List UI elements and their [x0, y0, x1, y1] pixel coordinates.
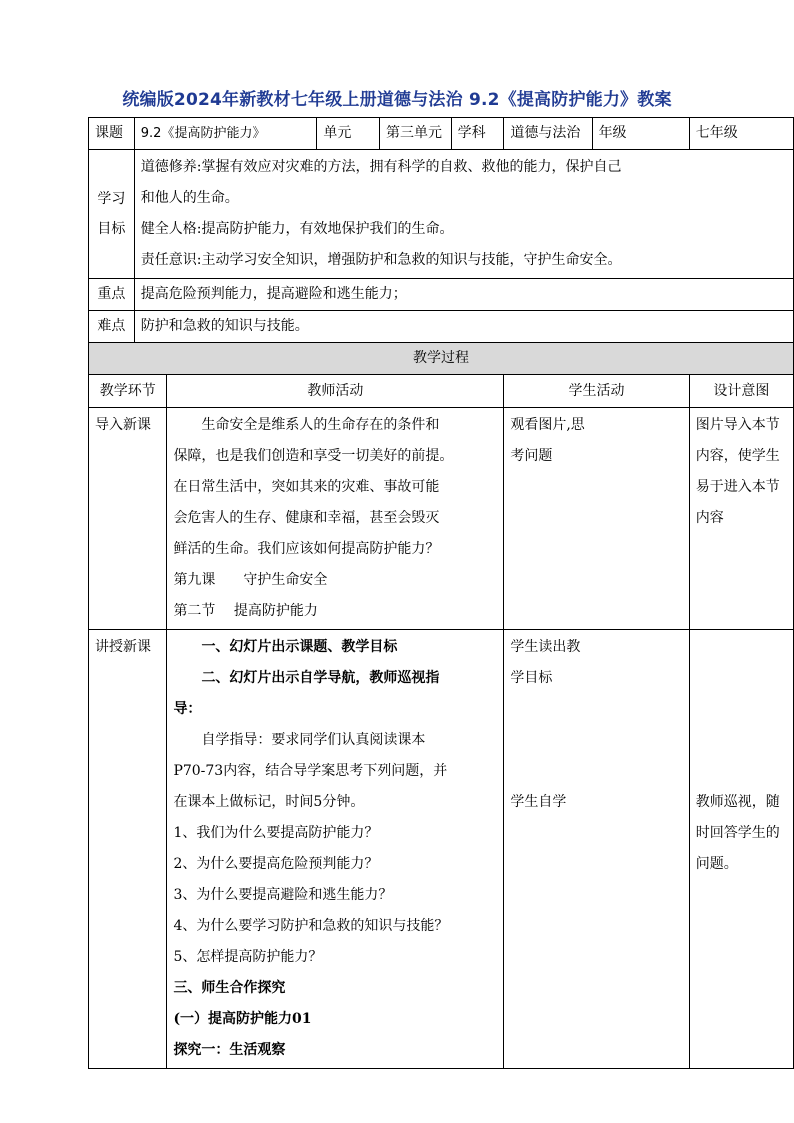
- header-key-topic: 课题: [89, 118, 135, 150]
- teacher-line: 第九课 守护生命安全: [173, 572, 328, 588]
- table-row: [89, 630, 794, 1069]
- teacher-line: 在课本上做标记，时间5分钟。: [173, 794, 365, 810]
- student-line: 学生自学: [510, 794, 567, 810]
- header-value-topic: 9.2《提高防护能力》: [134, 118, 317, 150]
- teacher-line: 第二节 提高防护能力: [173, 603, 318, 619]
- student-line: 考问题: [510, 448, 553, 464]
- teacher-line: 2、为什么要提高危险预判能力？: [173, 856, 379, 872]
- objective-line: 健全人格:提高防护能力，有效地保护我们的生命。: [140, 221, 454, 237]
- student-activity-cell: [504, 630, 689, 1069]
- column-header-intent: 设计意图: [689, 375, 793, 408]
- student-line: 学目标: [510, 670, 553, 686]
- process-heading: 教学过程: [89, 343, 794, 375]
- teacher-line: 保障，也是我们创造和享受一切美好的前提。: [173, 448, 454, 464]
- design-intent-cell: [689, 630, 793, 1069]
- column-header-stage: 教学环节: [89, 375, 167, 408]
- objectives-label: [89, 150, 135, 279]
- key-point-label: 重点: [89, 279, 135, 311]
- process-heading-row: [89, 343, 794, 375]
- difficulty-text: 防护和急救的知识与技能。: [134, 311, 793, 343]
- teacher-line: 二、幻灯片出示自学导航，教师巡视指: [201, 670, 440, 686]
- objectives-label-line1: 学习: [97, 191, 126, 207]
- teacher-line: 会危害人的生存、健康和幸福，甚至会毁灭: [173, 510, 440, 526]
- key-point-text: 提高危险预判能力，提高避险和逃生能力；: [134, 279, 793, 311]
- objective-line: 责任意识:主动学习安全知识，增强防护和急救的知识与技能，守护生命安全。: [140, 252, 622, 268]
- header-key-grade: 年级: [592, 118, 689, 150]
- objectives-label-line2: 目标: [97, 221, 126, 237]
- column-header-teacher: 教师活动: [167, 375, 504, 408]
- teacher-line: 1、我们为什么要提高防护能力？: [173, 825, 379, 841]
- objective-line: 道德修养:掌握有效应对灾难的方法，拥有科学的自救、救他的能力，保护自己: [140, 159, 622, 175]
- header-row: [89, 118, 794, 150]
- header-value-subject: 道德与法治: [504, 118, 592, 150]
- intent-line: 内容，使学生: [695, 448, 780, 464]
- header-key-unit: 单元: [317, 118, 380, 150]
- teacher-line: 3、为什么要提高避险和逃生能力？: [173, 887, 393, 903]
- objective-line: 和他人的生命。: [140, 190, 239, 206]
- teacher-line: 三、师生合作探究: [173, 980, 286, 996]
- objectives-row: [89, 150, 794, 279]
- intent-line: 图片导入本节: [695, 417, 780, 433]
- teacher-line: P70-73内容，结合导学案思考下列问题，并: [173, 763, 448, 779]
- teacher-line: 5、怎样提高防护能力？: [173, 949, 323, 965]
- teacher-activity-cell: [167, 408, 504, 630]
- stage-cell: 讲授新课: [89, 630, 167, 1069]
- design-intent-cell: [689, 408, 793, 630]
- student-activity-cell: [504, 408, 689, 630]
- teacher-line: (一）提高防护能力01: [173, 1011, 312, 1027]
- teacher-line: 自学指导：要求同学们认真阅读课本: [201, 732, 426, 748]
- intent-line: 问题。: [695, 856, 738, 872]
- teacher-line: 导：: [173, 701, 202, 717]
- teacher-line: 生命安全是维系人的生命存在的条件和: [201, 417, 440, 433]
- key-point-row: [89, 279, 794, 311]
- header-value-grade: 七年级: [689, 118, 793, 150]
- student-line: 观看图片,思: [510, 417, 585, 433]
- column-header-row: [89, 375, 794, 408]
- intent-line: 内容: [695, 510, 724, 526]
- teacher-activity-cell: [167, 630, 504, 1069]
- teacher-line: 鲜活的生命。我们应该如何提高防护能力？: [173, 541, 440, 557]
- header-key-subject: 学科: [451, 118, 504, 150]
- document-title: 统编版2024年新教材七年级上册道德与法治 9.2《提高防护能力》教案: [122, 90, 672, 110]
- teacher-line: 探究一：生活观察: [173, 1042, 286, 1058]
- teacher-line: 4、为什么要学习防护和急救的知识与技能？: [173, 918, 449, 934]
- table-row: [89, 408, 794, 630]
- teacher-line: 在日常生活中，突如其来的灾难、事故可能: [173, 479, 440, 495]
- difficulty-row: [89, 311, 794, 343]
- objectives-text: [134, 150, 793, 279]
- stage-cell: 导入新课: [89, 408, 167, 630]
- difficulty-label: 难点: [89, 311, 135, 343]
- teacher-line: 一、幻灯片出示课题、教学目标: [201, 639, 398, 655]
- intent-line: 教师巡视，随: [695, 794, 780, 810]
- student-line: 学生读出教: [510, 639, 581, 655]
- intent-line: 时回答学生的: [695, 825, 780, 841]
- header-value-unit: 第三单元: [380, 118, 452, 150]
- intent-line: 易于进入本节: [695, 479, 780, 495]
- column-header-student: 学生活动: [504, 375, 689, 408]
- lesson-plan-table: [88, 117, 794, 1069]
